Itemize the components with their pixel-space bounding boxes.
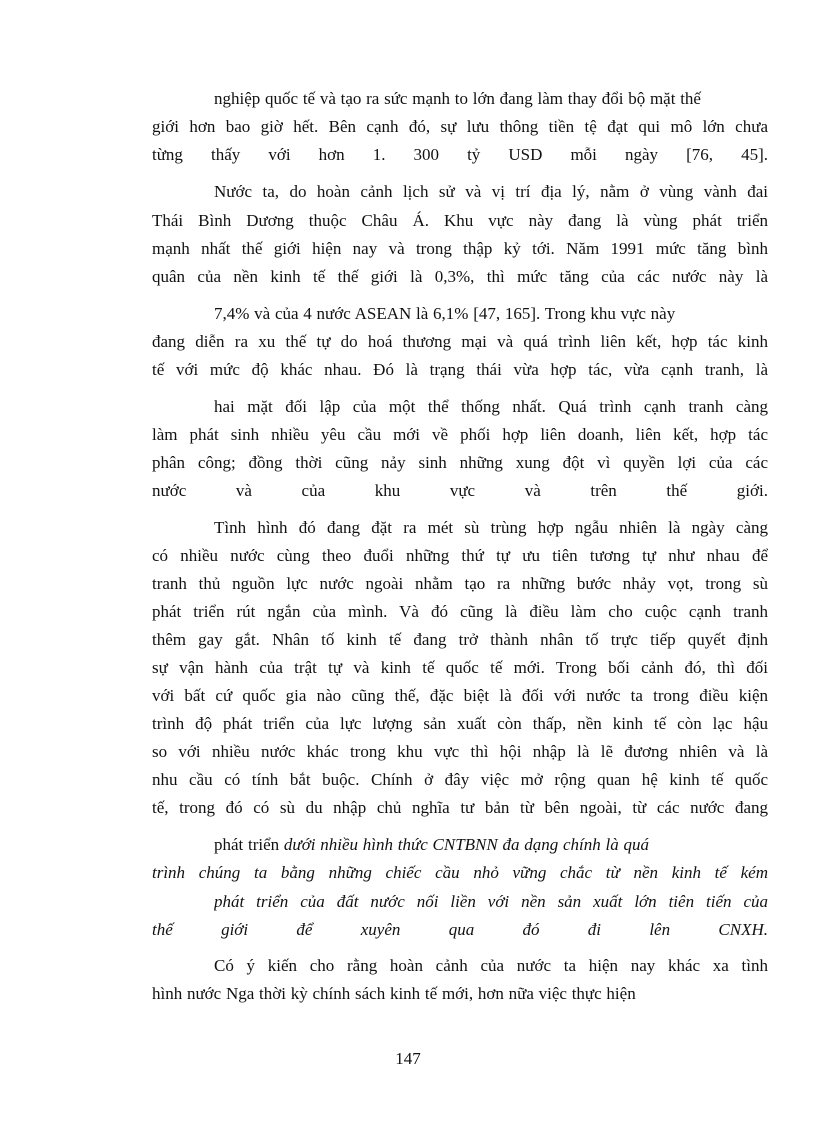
text-line: hình nước Nga thời kỳ chính sách kinh tế mới, hơn nữa việc thực hiện bbox=[152, 984, 636, 1003]
text-line: phát triển rút ngắn của mình. Và đó cũng là điều làm cho cuộc cạnh tranh bbox=[152, 602, 768, 621]
text-line: trình chúng ta bằng những chiếc cầu nhỏ vững chắc từ nền kinh tế kém bbox=[152, 863, 768, 882]
text-line: Có ý kiến cho rằng hoàn cảnh của nước ta hiện nay khác xa tình bbox=[214, 956, 768, 975]
text-line: đang diễn ra xu thế tự do hoá thương mại và quá trình liên kết, hợp tác kinh bbox=[152, 332, 768, 351]
text-line: nước và của khu vực và trên thế giới. bbox=[152, 481, 768, 500]
text-line: có nhiều nước cùng theo đuổi những thứ tự ưu tiên tương tự như nhau để bbox=[152, 546, 768, 565]
italic-text: dưới nhiều hình thức CNTBNN đa dạng chính là quá bbox=[283, 835, 649, 854]
text-line: Tình hình đó đang đặt ra mét sù trùng hợp ngẫu nhiên là ngày càng bbox=[214, 518, 768, 537]
text-line: 7,4% và của 4 nước ASEAN là 6,1% [47, 165]. Trong khu vực này bbox=[214, 304, 676, 323]
text-line: mạnh nhất thế giới hiện nay và trong thập kỷ tới. Năm 1991 mức tăng bình bbox=[152, 239, 768, 258]
text-line: hai mặt đối lập của một thể thống nhất. Quá trình cạnh tranh càng bbox=[214, 397, 768, 416]
text-line: giới hơn bao giờ hết. Bên cạnh đó, sự lưu thông tiền tệ đạt qui mô lớn chưa bbox=[152, 117, 768, 136]
text-line: thế giới để xuyên qua đó đi lên CNXH. bbox=[152, 920, 768, 939]
text-line: tranh thủ nguồn lực nước ngoài nhằm tạo ra những bước nhảy vọt, trong sù bbox=[152, 574, 768, 593]
text-line: phát triển của đất nước nối liền với nền sản xuất lớn tiên tiến của bbox=[214, 892, 768, 911]
text-line: quân của nền kinh tế thế giới là 0,3%, thì mức tăng của các nước này là bbox=[152, 267, 768, 286]
text-line: Thái Bình Dương thuộc Châu Á. Khu vực này đang là vùng phát triển bbox=[152, 211, 768, 230]
text-line: thêm gay gắt. Nhân tố kinh tế đang trở thành nhân tố trực tiếp quyết định bbox=[152, 630, 768, 649]
text-line: nhu cầu có tính bắt buộc. Chính ở đây việc mở rộng quan hệ kinh tế quốc bbox=[152, 770, 768, 789]
text-line: sự vận hành của trật tự và kinh tế quốc tế mới. Trong bối cảnh đó, thì đối bbox=[152, 658, 768, 677]
text-line: Nước ta, do hoàn cảnh lịch sử và vị trí địa lý, nằm ở vùng vành đai bbox=[214, 182, 768, 201]
text-line: so với nhiều nước khác trong khu vực thì hội nhập là lẽ đương nhiên và là bbox=[152, 742, 768, 761]
text-line: tế với mức độ khác nhau. Đó là trạng thái vừa hợp tác, vừa cạnh tranh, là bbox=[152, 360, 768, 379]
text-line: với bất cứ quốc gia nào cũng thế, đặc biệt là đối với nước ta trong điều kiện bbox=[152, 686, 768, 705]
text-line: trình độ phát triển của lực lượng sản xuất còn thấp, nền kinh tế còn lạc hậu bbox=[152, 714, 768, 733]
text-line: nghiệp quốc tế và tạo ra sức mạnh to lớn đang làm thay đổi bộ mặt thế bbox=[214, 89, 701, 108]
text-lead: phát triển bbox=[214, 835, 280, 854]
page-number: 147 bbox=[395, 1049, 421, 1068]
text-line: làm phát sinh nhiều yêu cầu mới về phối hợp liên doanh, liên kết, hợp tác bbox=[152, 425, 768, 444]
text-line bbox=[214, 834, 768, 856]
text-line: phân công; đồng thời cũng nảy sinh những xung đột vì quyền lợi của các bbox=[152, 453, 768, 472]
text-line: tế, trong đó có sù du nhập chủ nghĩa tư bản từ bên ngoài, từ các nước đang bbox=[152, 798, 768, 817]
text-line: từng thấy với hơn 1. 300 tỷ USD mỗi ngày [76, 45]. bbox=[152, 145, 768, 164]
